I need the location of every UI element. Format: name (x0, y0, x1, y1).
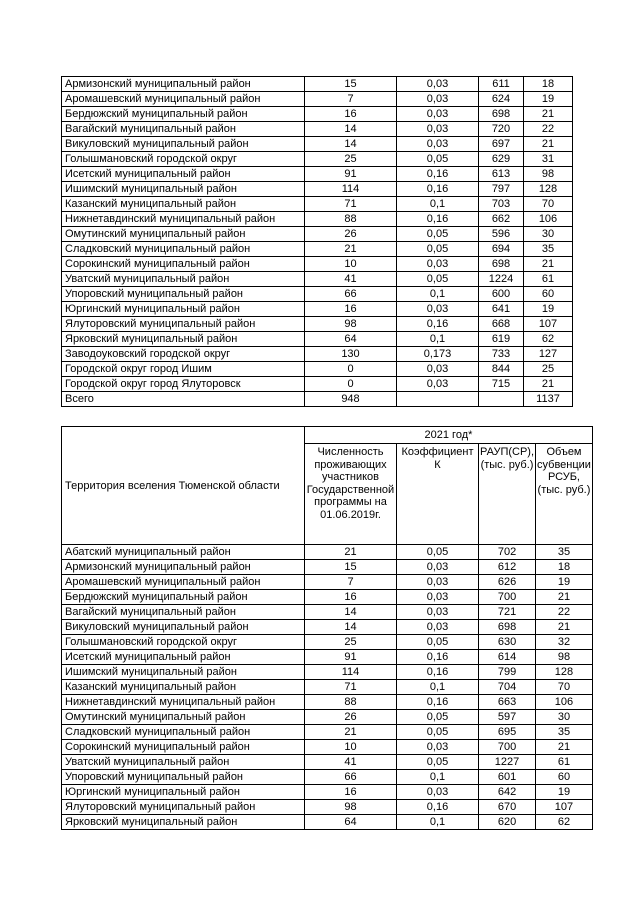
cell-coefficient: 0,03 (397, 122, 479, 137)
cell-subvention-volume: 19 (536, 575, 593, 590)
cell-participants-count: 26 (305, 227, 397, 242)
cell-raup: 1224 (479, 272, 524, 287)
table-row (62, 620, 593, 635)
header-row-year (62, 427, 593, 444)
cell-subvention-volume: 107 (536, 800, 593, 815)
table-row (62, 122, 573, 137)
cell-raup: 619 (479, 332, 524, 347)
table-row (62, 590, 593, 605)
cell-subvention-volume: 21 (524, 257, 573, 272)
cell-participants-count: 41 (305, 272, 397, 287)
cell-territory: Сладковский муниципальный район (62, 725, 305, 740)
cell-coefficient: 0,16 (397, 800, 479, 815)
cell-participants-count: 15 (305, 77, 397, 92)
cell-subvention-volume: 62 (536, 815, 593, 830)
cell-raup: 799 (479, 665, 536, 680)
cell-raup: 698 (479, 620, 536, 635)
cell-subvention-volume: 1137 (524, 392, 573, 407)
cell-territory: Вагайский муниципальный район (62, 122, 305, 137)
cell-territory: Юргинский муниципальный район (62, 302, 305, 317)
cell-coefficient: 0,05 (397, 272, 479, 287)
cell-territory: Сорокинский муниципальный район (62, 257, 305, 272)
cell-raup: 844 (479, 362, 524, 377)
cell-raup: 624 (479, 92, 524, 107)
table-row (62, 785, 593, 800)
cell-coefficient: 0,03 (397, 740, 479, 755)
table-row (62, 242, 573, 257)
cell-participants-count: 21 (305, 725, 397, 740)
cell-territory: Нижнетавдинский муниципальный район (62, 212, 305, 227)
cell-territory: Упоровский муниципальный район (62, 287, 305, 302)
cell-participants-count: 14 (305, 122, 397, 137)
cell-subvention-volume: 31 (524, 152, 573, 167)
cell-participants-count: 98 (305, 800, 397, 815)
cell-subvention-volume: 61 (524, 272, 573, 287)
cell-coefficient: 0,03 (397, 590, 479, 605)
cell-participants-count: 16 (305, 302, 397, 317)
table-row (62, 545, 593, 560)
cell-coefficient: 0,03 (397, 575, 479, 590)
table-row (62, 560, 593, 575)
cell-raup: 601 (479, 770, 536, 785)
cell-raup: 629 (479, 152, 524, 167)
table-row (62, 77, 573, 92)
header-raup: РАУП(СР), (тыс. руб.) (479, 444, 536, 545)
cell-coefficient: 0,16 (397, 317, 479, 332)
cell-subvention-volume: 106 (536, 695, 593, 710)
cell-subvention-volume: 106 (524, 212, 573, 227)
cell-subvention-volume: 25 (524, 362, 573, 377)
cell-subvention-volume: 18 (524, 77, 573, 92)
table-row (62, 272, 573, 287)
table-row (62, 317, 573, 332)
table-body (62, 77, 573, 407)
cell-raup: 700 (479, 590, 536, 605)
table-row (62, 605, 593, 620)
cell-subvention-volume: 32 (536, 635, 593, 650)
table-row (62, 650, 593, 665)
cell-subvention-volume: 98 (524, 167, 573, 182)
cell-participants-count: 114 (305, 665, 397, 680)
cell-participants-count: 0 (305, 362, 397, 377)
cell-subvention-volume: 107 (524, 317, 573, 332)
cell-coefficient: 0,03 (397, 605, 479, 620)
table-row (62, 332, 573, 347)
table-row (62, 770, 593, 785)
cell-participants-count: 71 (305, 680, 397, 695)
cell-coefficient: 0,16 (397, 665, 479, 680)
cell-coefficient: 0,1 (397, 287, 479, 302)
cell-territory: Аромашевский муниципальный район (62, 92, 305, 107)
cell-raup: 700 (479, 740, 536, 755)
cell-territory: Аромашевский муниципальный район (62, 575, 305, 590)
cell-territory: Викуловский муниципальный район (62, 620, 305, 635)
cell-territory: Городской округ город Ишим (62, 362, 305, 377)
cell-coefficient: 0,05 (397, 227, 479, 242)
cell-subvention-volume: 35 (536, 725, 593, 740)
table-row (62, 107, 573, 122)
header-year: 2021 год* (305, 427, 593, 444)
cell-territory: Сладковский муниципальный район (62, 242, 305, 257)
cell-subvention-volume: 30 (524, 227, 573, 242)
cell-territory: Омутинский муниципальный район (62, 227, 305, 242)
cell-raup: 797 (479, 182, 524, 197)
cell-territory: Всего (62, 392, 305, 407)
cell-coefficient: 0,03 (397, 302, 479, 317)
cell-territory: Ишимский муниципальный район (62, 665, 305, 680)
cell-coefficient (397, 392, 479, 407)
header-participants-count: Численность проживающих участников Государственной программы на 01.06.2019г. (305, 444, 397, 545)
table-row (62, 392, 573, 407)
cell-subvention-volume: 61 (536, 755, 593, 770)
cell-territory: Армизонский муниципальный район (62, 560, 305, 575)
cell-coefficient: 0,05 (397, 242, 479, 257)
cell-coefficient: 0,03 (397, 107, 479, 122)
cell-participants-count: 0 (305, 377, 397, 392)
cell-raup: 695 (479, 725, 536, 740)
cell-territory: Голышмановский городской округ (62, 152, 305, 167)
cell-raup: 721 (479, 605, 536, 620)
table-row (62, 137, 573, 152)
cell-raup: 698 (479, 107, 524, 122)
cell-participants-count: 25 (305, 635, 397, 650)
header-coefficient: Коэффициент К (397, 444, 479, 545)
cell-coefficient: 0,03 (397, 620, 479, 635)
cell-raup: 626 (479, 575, 536, 590)
cell-territory: Нижнетавдинский муниципальный район (62, 695, 305, 710)
cell-territory: Заводоуковский городской округ (62, 347, 305, 362)
cell-subvention-volume: 30 (536, 710, 593, 725)
cell-territory: Абатский муниципальный район (62, 545, 305, 560)
cell-coefficient: 0,03 (397, 257, 479, 272)
cell-coefficient: 0,1 (397, 770, 479, 785)
cell-raup: 668 (479, 317, 524, 332)
cell-territory: Вагайский муниципальный район (62, 605, 305, 620)
cell-raup: 704 (479, 680, 536, 695)
table-row (62, 695, 593, 710)
cell-coefficient: 0,16 (397, 212, 479, 227)
cell-participants-count: 88 (305, 212, 397, 227)
cell-coefficient: 0,03 (397, 560, 479, 575)
cell-raup: 720 (479, 122, 524, 137)
cell-participants-count: 41 (305, 755, 397, 770)
cell-raup: 733 (479, 347, 524, 362)
cell-coefficient: 0,05 (397, 152, 479, 167)
cell-coefficient: 0,05 (397, 755, 479, 770)
cell-coefficient: 0,05 (397, 635, 479, 650)
cell-raup: 697 (479, 137, 524, 152)
cell-territory: Исетский муниципальный район (62, 167, 305, 182)
table-row (62, 815, 593, 830)
cell-territory: Бердюжский муниципальный район (62, 107, 305, 122)
cell-participants-count: 66 (305, 287, 397, 302)
cell-participants-count: 14 (305, 137, 397, 152)
cell-participants-count: 948 (305, 392, 397, 407)
cell-coefficient: 0,16 (397, 167, 479, 182)
cell-territory: Армизонский муниципальный район (62, 77, 305, 92)
cell-subvention-volume: 62 (524, 332, 573, 347)
cell-subvention-volume: 22 (524, 122, 573, 137)
cell-subvention-volume: 70 (536, 680, 593, 695)
table-row (62, 257, 573, 272)
cell-raup: 620 (479, 815, 536, 830)
cell-subvention-volume: 21 (536, 590, 593, 605)
cell-territory: Ишимский муниципальный район (62, 182, 305, 197)
cell-subvention-volume: 21 (524, 107, 573, 122)
subsidy-table-continued (61, 76, 573, 407)
cell-subvention-volume: 19 (524, 92, 573, 107)
cell-subvention-volume: 128 (536, 665, 593, 680)
cell-territory: Голышмановский городской округ (62, 635, 305, 650)
cell-participants-count: 21 (305, 545, 397, 560)
cell-coefficient: 0,1 (397, 197, 479, 212)
table-row (62, 740, 593, 755)
cell-raup: 611 (479, 77, 524, 92)
cell-participants-count: 16 (305, 785, 397, 800)
table-row (62, 635, 593, 650)
table-row (62, 575, 593, 590)
cell-raup: 613 (479, 167, 524, 182)
table-row (62, 197, 573, 212)
cell-participants-count: 71 (305, 197, 397, 212)
cell-territory: Уватский муниципальный район (62, 755, 305, 770)
cell-participants-count: 10 (305, 740, 397, 755)
cell-participants-count: 10 (305, 257, 397, 272)
header-territory: Территория вселения Тюменской области (62, 427, 305, 545)
table-row (62, 710, 593, 725)
cell-territory: Городской округ город Ялуторовск (62, 377, 305, 392)
cell-participants-count: 16 (305, 590, 397, 605)
cell-raup: 600 (479, 287, 524, 302)
cell-participants-count: 21 (305, 242, 397, 257)
table-row (62, 227, 573, 242)
cell-coefficient: 0,05 (397, 725, 479, 740)
cell-coefficient: 0,03 (397, 137, 479, 152)
cell-participants-count: 25 (305, 152, 397, 167)
table-row (62, 302, 573, 317)
table-header (62, 427, 593, 545)
cell-raup: 612 (479, 560, 536, 575)
cell-participants-count: 98 (305, 317, 397, 332)
cell-participants-count: 64 (305, 332, 397, 347)
header-subvention-volume: Объем субвенции РСУБ, (тыс. руб.) (536, 444, 593, 545)
cell-subvention-volume: 21 (524, 137, 573, 152)
table-row (62, 182, 573, 197)
cell-coefficient: 0,16 (397, 182, 479, 197)
cell-raup: 596 (479, 227, 524, 242)
cell-subvention-volume: 128 (524, 182, 573, 197)
cell-coefficient: 0,16 (397, 650, 479, 665)
table-body (62, 545, 593, 830)
cell-raup: 642 (479, 785, 536, 800)
cell-coefficient: 0,03 (397, 92, 479, 107)
cell-subvention-volume: 127 (524, 347, 573, 362)
cell-subvention-volume: 21 (536, 740, 593, 755)
table-row (62, 725, 593, 740)
cell-participants-count: 114 (305, 182, 397, 197)
cell-subvention-volume: 60 (536, 770, 593, 785)
cell-territory: Казанский муниципальный район (62, 680, 305, 695)
table-row (62, 665, 593, 680)
cell-participants-count: 16 (305, 107, 397, 122)
cell-coefficient: 0,03 (397, 77, 479, 92)
cell-subvention-volume: 70 (524, 197, 573, 212)
table-row (62, 287, 573, 302)
cell-raup: 670 (479, 800, 536, 815)
cell-participants-count: 14 (305, 620, 397, 635)
cell-coefficient: 0,03 (397, 362, 479, 377)
cell-raup: 662 (479, 212, 524, 227)
cell-coefficient: 0,1 (397, 332, 479, 347)
cell-raup: 698 (479, 257, 524, 272)
cell-participants-count: 130 (305, 347, 397, 362)
cell-subvention-volume: 21 (536, 620, 593, 635)
cell-raup: 663 (479, 695, 536, 710)
cell-participants-count: 66 (305, 770, 397, 785)
cell-territory: Викуловский муниципальный район (62, 137, 305, 152)
table-row (62, 212, 573, 227)
cell-territory: Уватский муниципальный район (62, 272, 305, 287)
cell-raup: 703 (479, 197, 524, 212)
cell-territory: Ярковский муниципальный район (62, 332, 305, 347)
cell-territory: Ярковский муниципальный район (62, 815, 305, 830)
cell-territory: Омутинский муниципальный район (62, 710, 305, 725)
cell-raup: 1227 (479, 755, 536, 770)
cell-subvention-volume: 19 (524, 302, 573, 317)
cell-subvention-volume: 98 (536, 650, 593, 665)
table-row (62, 755, 593, 770)
table-row (62, 167, 573, 182)
cell-territory: Ялуторовский муниципальный район (62, 317, 305, 332)
cell-raup: 694 (479, 242, 524, 257)
table-row (62, 152, 573, 167)
table-row (62, 377, 573, 392)
cell-subvention-volume: 35 (536, 545, 593, 560)
cell-raup: 715 (479, 377, 524, 392)
cell-subvention-volume: 19 (536, 785, 593, 800)
subsidy-table-2021 (61, 426, 593, 830)
cell-participants-count: 7 (305, 575, 397, 590)
cell-subvention-volume: 22 (536, 605, 593, 620)
cell-territory: Бердюжский муниципальный район (62, 590, 305, 605)
table-row (62, 800, 593, 815)
cell-coefficient: 0,1 (397, 815, 479, 830)
cell-coefficient: 0,1 (397, 680, 479, 695)
cell-subvention-volume: 21 (524, 377, 573, 392)
cell-subvention-volume: 18 (536, 560, 593, 575)
cell-participants-count: 15 (305, 560, 397, 575)
cell-territory: Казанский муниципальный район (62, 197, 305, 212)
cell-coefficient: 0,173 (397, 347, 479, 362)
cell-participants-count: 88 (305, 695, 397, 710)
cell-territory: Упоровский муниципальный район (62, 770, 305, 785)
cell-coefficient: 0,05 (397, 710, 479, 725)
table-row (62, 347, 573, 362)
cell-coefficient: 0,03 (397, 377, 479, 392)
cell-territory: Юргинский муниципальный район (62, 785, 305, 800)
cell-subvention-volume: 60 (524, 287, 573, 302)
cell-raup: 630 (479, 635, 536, 650)
table-row (62, 92, 573, 107)
cell-subvention-volume: 35 (524, 242, 573, 257)
cell-territory: Сорокинский муниципальный район (62, 740, 305, 755)
cell-coefficient: 0,03 (397, 785, 479, 800)
cell-coefficient: 0,05 (397, 545, 479, 560)
cell-territory: Исетский муниципальный район (62, 650, 305, 665)
cell-territory: Ялуторовский муниципальный район (62, 800, 305, 815)
cell-raup: 614 (479, 650, 536, 665)
cell-participants-count: 26 (305, 710, 397, 725)
cell-participants-count: 14 (305, 605, 397, 620)
cell-raup: 597 (479, 710, 536, 725)
cell-participants-count: 91 (305, 167, 397, 182)
cell-raup: 641 (479, 302, 524, 317)
cell-raup (479, 392, 524, 407)
cell-coefficient: 0,16 (397, 695, 479, 710)
cell-participants-count: 7 (305, 92, 397, 107)
cell-participants-count: 64 (305, 815, 397, 830)
cell-participants-count: 91 (305, 650, 397, 665)
cell-raup: 702 (479, 545, 536, 560)
table-row (62, 362, 573, 377)
table-row (62, 680, 593, 695)
